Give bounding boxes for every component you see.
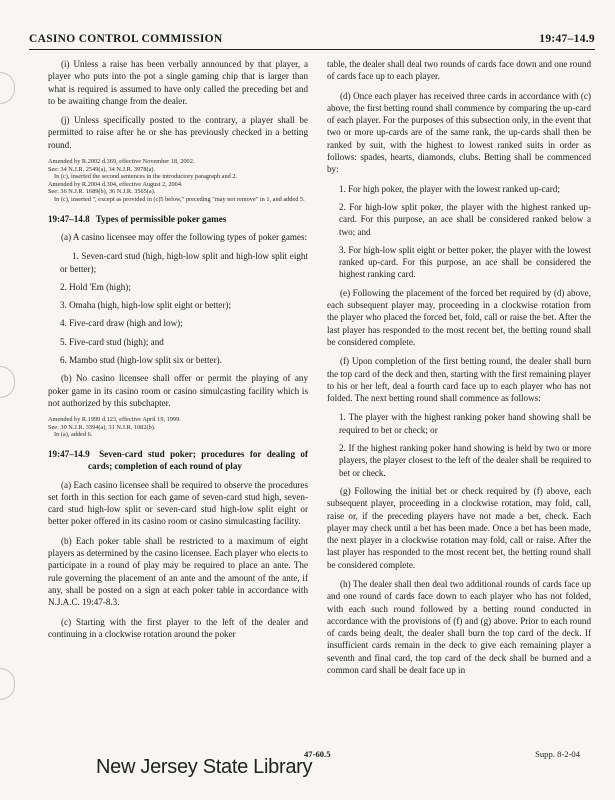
amend-line: Amended by R.2004 d.304, effective August 2, 2004. — [48, 180, 183, 188]
section-heading-14-8 — [48, 213, 308, 225]
page-number: 47-60.5 — [304, 749, 331, 759]
paragraph-a-149: (a) Each casino licensee shall be required to observe the procedures set forth in this section for each game of seven-card stud high, seven-card stud high-low split or seven-card stud high-low split eight or better poker offered in its casino room or casino simulcasting facility. — [48, 479, 308, 527]
amend-line: Amended by R.1999 d.123, effective April 19, 1999. — [48, 416, 181, 424]
amend-line: In (c), inserted ", except as provided in (c)5 below," preceding "may not remove" in 1, and added 5. — [54, 196, 305, 204]
header-section: 19:47–14.9 — [539, 33, 595, 45]
list-item: 6. Mambo stud (high-low split six or better). — [60, 355, 222, 366]
section-number: 19:47–14.9 — [48, 448, 90, 459]
section-title: Types of permissible poker games — [95, 213, 227, 224]
paragraph-a-148: (a) A casino licensee may offer the following types of poker games: — [61, 231, 308, 242]
paragraph-e: (e) Following the placement of the forced bet required by (d) above, each subsequent player may, proceeding in a clockwise rotation from the player who placed the forced bet, fold, call or raise the bet. After the last player has responded to the most recent bet, the betting round shall be considered complete. — [327, 287, 591, 347]
binder-hole — [0, 72, 15, 104]
amend-line: See: 34 N.J.R. 2549(a), 34 N.J.R. 3978(a). — [48, 165, 156, 173]
section-heading-14-9 — [48, 448, 308, 473]
amend-line: See: 36 N.J.R. 1689(b), 36 N.J.R. 3565(a). — [48, 188, 156, 196]
list-item: 1. The player with the highest ranking poker hand showing shall be required to bet or check; or — [339, 412, 591, 435]
list-item: 1. Seven-card stud (high, high-low split and high-low split eight or better); — [60, 251, 308, 274]
paragraph-f: (f) Upon completion of the first betting round, the dealer shall burn the top card of the deck and then, starting with the first remaining player to his or her left, deal a fourth card face up to each player who has not folded. The next betting round shall commence as follows: — [327, 356, 591, 404]
paragraph-h: (h) The dealer shall then deal two additional rounds of cards face up and one round of cards face down to each player who has not folded, with each such round followed by a betting round conducted in accordance with the provisions of (f) and (g) above. Prior to each round of cards being dealt, the dealer shall burn the top card of the deck. If insufficient cards remain in the deck to give each remaining player a seventh and final card, the top card of the deck shall be burned and a common card shall be dealt face up in — [327, 578, 591, 676]
section-title: Seven-card stud poker; procedures for dealing of cards; completion of each round of play — [88, 448, 308, 472]
list-item: 2. Hold 'Em (high); — [60, 281, 131, 292]
paragraph-continued: table, the dealer shall deal two rounds of cards face down and one round of cards face up to each player. — [327, 59, 591, 82]
paragraph-g: (g) Following the initial bet or check required by (f) above, each subsequent player, proceeding in a clockwise rotation, may fold, call, raise or, if the preceding players have not made a bet, check. Each player may check until a bet has been made. Once a bet has been made, the next player in a clockwise rotation may fold, call or raise. After the last player has responded to the most recent bet, the betting round shall be considered complete. — [327, 485, 591, 570]
left-column — [48, 58, 308, 647]
right-column — [327, 58, 591, 683]
paragraph-c-149: (c) Starting with the first player to the left of the dealer and continuing in a clockwise rotation around the poker — [48, 616, 308, 639]
paragraph-i: (i) Unless a raise has been verbally announced by that player, a player who puts into the pot a single gaming chip that is larger than what is required is assumed to have only called the preceding bet and to be awaiting change from the dealer. — [48, 59, 308, 106]
list-item: 5. Five-card stud (high); and — [60, 336, 164, 347]
amendment-notes-1 — [48, 158, 308, 204]
amendment-notes-2 — [48, 416, 308, 439]
supplement-date: Supp. 8-2-04 — [535, 749, 580, 759]
list-item: 2. For high-low split poker, the player with the highest ranked up-card. For this purpose, an ace shall be considered ranked below a two; and — [339, 201, 591, 237]
paragraph-b-149: (b) Each poker table shall be restricted to a maximum of eight players as determined by the casino licensee. Each player who elects to participate in a round of play may be required to place an ante. The rule governing the placement of an ante and the amount of the ante, if any, shall be posted on a sign at each poker table in accordance with N.J.A.C. 19:47-8.3. — [48, 535, 308, 608]
amend-line: Amended by R.2002 d.369, effective November 18, 2002. — [48, 158, 195, 166]
list-item: 2. If the highest ranking poker hand showing is held by two or more players, the player closest to the left of the dealer shall be required to bet or check. — [339, 443, 591, 478]
section-number: 19:47–14.8 — [48, 213, 90, 224]
header-title: CASINO CONTROL COMMISSION — [29, 33, 223, 45]
binder-hole — [0, 366, 15, 398]
list-item: 3. Omaha (high, high-low split eight or better); — [60, 300, 231, 311]
list-item: 4. Five-card draw (high and low); — [60, 318, 183, 329]
paragraph-j: (j) Unless specifically posted to the contrary, a player shall be permitted to raise after he or she has previously checked in a betting round. — [48, 115, 308, 150]
binder-hole — [0, 668, 15, 700]
list-item: 1. For high poker, the player with the lowest ranked up-card; — [339, 183, 560, 194]
header-rule — [29, 49, 595, 50]
paragraph-b-148: (b) No casino licensee shall offer or permit the playing of any poker game in its casino room or casino simulcasting facility which is not authorized by this subchapter. — [48, 373, 308, 408]
paragraph-d: (d) Once each player has received three cards in accordance with (c) above, the first betting round shall commence by comparing the up-card of each player. For the purposes of this subsection only, in the event that two or more up-cards are of the same rank, the up-cards shall then be ranked by suit, with the highest to lowest ranked suits in order as follows: spades, hearts, diamonds, clubs. Betting shall be commenced by: — [327, 90, 591, 175]
amend-line: In (a), added 6. — [54, 431, 93, 439]
amend-line: In (c), inserted the second sentences in the introductory paragraph and 2. — [54, 173, 238, 181]
list-item: 3. For high-low split eight or better poker, the player with the lowest ranked up-card. For this purpose, an ace shall be considered the highest ranking card. — [339, 244, 591, 280]
amend-line: See: 30 N.J.R. 3394(a), 31 N.J.R. 1082(b). — [48, 423, 156, 431]
library-stamp: New Jersey State Library — [96, 756, 313, 778]
